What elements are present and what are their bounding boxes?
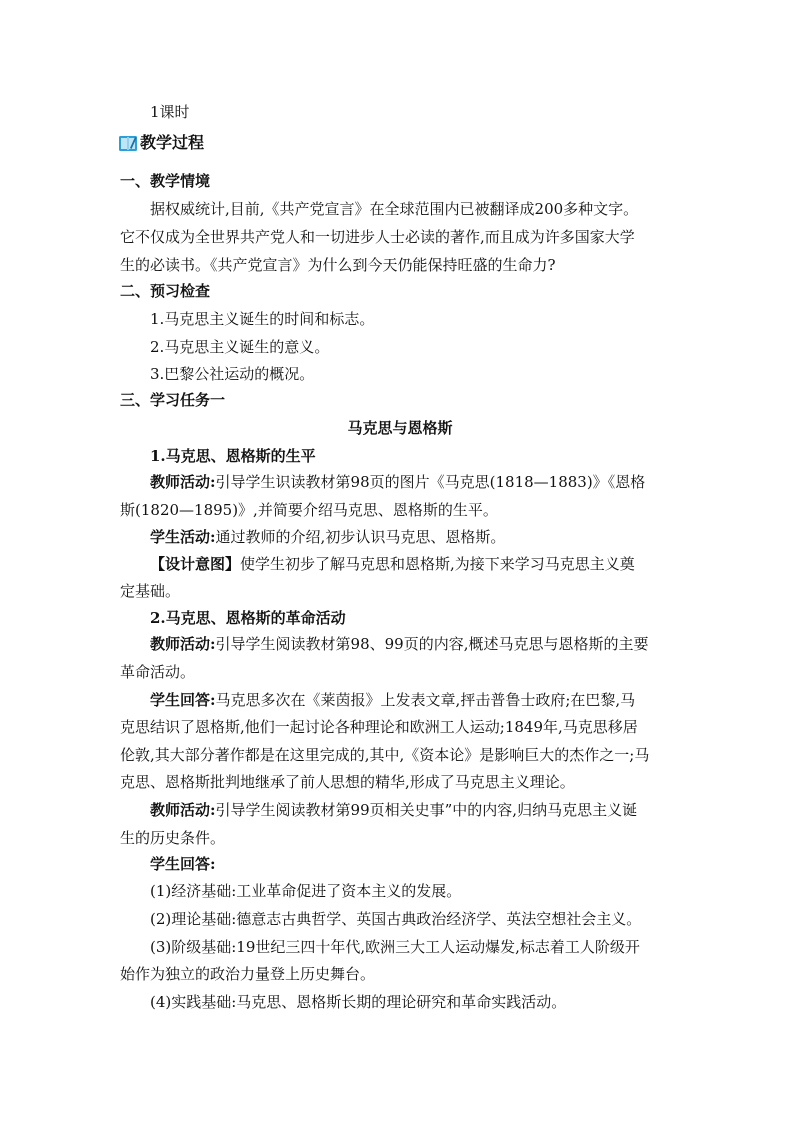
teacher-activity-label: 教师活动:	[150, 635, 216, 653]
section-title: 教学过程	[140, 133, 205, 152]
design-intent-text: 使学生初步了解马克思和恩格斯,为接下来学习马克思主义奠	[240, 555, 635, 573]
part2-answer2-label: 学生回答:	[150, 855, 216, 873]
part2-teacher-line-1	[150, 631, 680, 657]
student-answer-text: 马克思多次在《莱茵报》上发表文章,抨击普鲁士政府;在巴黎,马	[215, 691, 636, 709]
part1-teacher-line-1	[150, 469, 680, 495]
condition-2: (2)理论基础:德意志古典哲学、英国古典政治经济学、英法空想社会主义。	[150, 910, 642, 928]
condition-3-line-2: 始作为独立的政治力量登上历史舞台。	[120, 965, 376, 983]
part1-heading: 1.马克思、恩格斯的生平	[150, 447, 316, 465]
design-intent-label: 【设计意图】	[150, 555, 241, 573]
preview-item-2: 2.马克思主义诞生的意义。	[150, 338, 330, 356]
intro-heading: 一、教学情境	[120, 172, 211, 190]
student-answer-label: 学生回答:	[150, 691, 216, 709]
intro-line-3: 生的必读书。《共产党宣言》为什么到今天仍能保持旺盛的生命力?	[120, 256, 556, 274]
intro-line-2: 它不仅成为全世界共产党人和一切进步人士必读的著作,而且成为许多国家大学	[120, 228, 635, 246]
preview-item-1: 1.马克思主义诞生的时间和标志。	[150, 310, 375, 328]
preview-item-3: 3.巴黎公社运动的概况。	[150, 365, 315, 383]
part2-answer-line-1	[150, 687, 680, 713]
section-header	[118, 131, 204, 155]
part2-answer-line-3: 伦敦,其大部分著作都是在这里完成的,其中,《资本论》是影响巨大的杰作之一;马	[120, 746, 650, 764]
part2-heading: 2.马克思、恩格斯的革命活动	[150, 609, 346, 627]
part1-design-line-1	[150, 551, 680, 577]
book-pen-icon	[118, 133, 138, 153]
part2-teacher2-line-2: 生的历史条件。	[120, 829, 226, 847]
teacher-activity-text: 引导学生识读教材第98页的图片《马克思(1818—1883)》《恩格	[215, 473, 646, 491]
intro-line-1: 据权威统计,目前,《共产党宣言》在全球范围内已被翻译成200多种文字。	[150, 200, 639, 218]
teacher-activity-label: 教师活动:	[150, 473, 216, 491]
condition-3-line-1: (3)阶级基础:19世纪三四十年代,欧洲三大工人运动爆发,标志着工人阶级开	[150, 938, 640, 956]
student-activity-text: 通过教师的介绍,初步认识马克思、恩格斯。	[215, 528, 506, 546]
student-activity-label: 学生活动:	[150, 528, 216, 546]
condition-4: (4)实践基础:马克思、恩格斯长期的理论研究和革命实践活动。	[150, 993, 567, 1011]
task-subtitle: 马克思与恩格斯	[347, 419, 453, 437]
part1-teacher-line-2: 斯(1820—1895)》,并简要介绍马克思、恩格斯的生平。	[120, 501, 498, 519]
part2-answer-line-2: 克思结识了恩格斯,他们一起讨论各种理论和欧洲工人运动;1849年,马克思移居	[120, 718, 638, 736]
teacher-activity-text: 引导学生阅读教材第98、99页的内容,概述马克思与恩格斯的主要	[215, 635, 649, 653]
task-heading: 三、学习任务一	[120, 391, 226, 409]
part2-teacher2-line-1	[150, 797, 680, 823]
part1-student-line	[150, 524, 680, 550]
part1-design-line-2: 定基础。	[120, 582, 181, 600]
lesson-hours: 1课时	[150, 103, 190, 121]
teacher-activity-label: 教师活动:	[150, 801, 216, 819]
preview-heading: 二、预习检查	[120, 282, 211, 300]
teacher-activity-text: 引导学生阅读教材第99页相关史事”中的内容,归纳马克思主义诞	[215, 801, 638, 819]
part2-answer-line-4: 克思、恩格斯批判地继承了前人思想的精华,形成了马克思主义理论。	[120, 773, 575, 791]
condition-1: (1)经济基础:工业革命促进了资本主义的发展。	[150, 882, 462, 900]
part2-teacher-line-2: 革命活动。	[120, 663, 196, 681]
